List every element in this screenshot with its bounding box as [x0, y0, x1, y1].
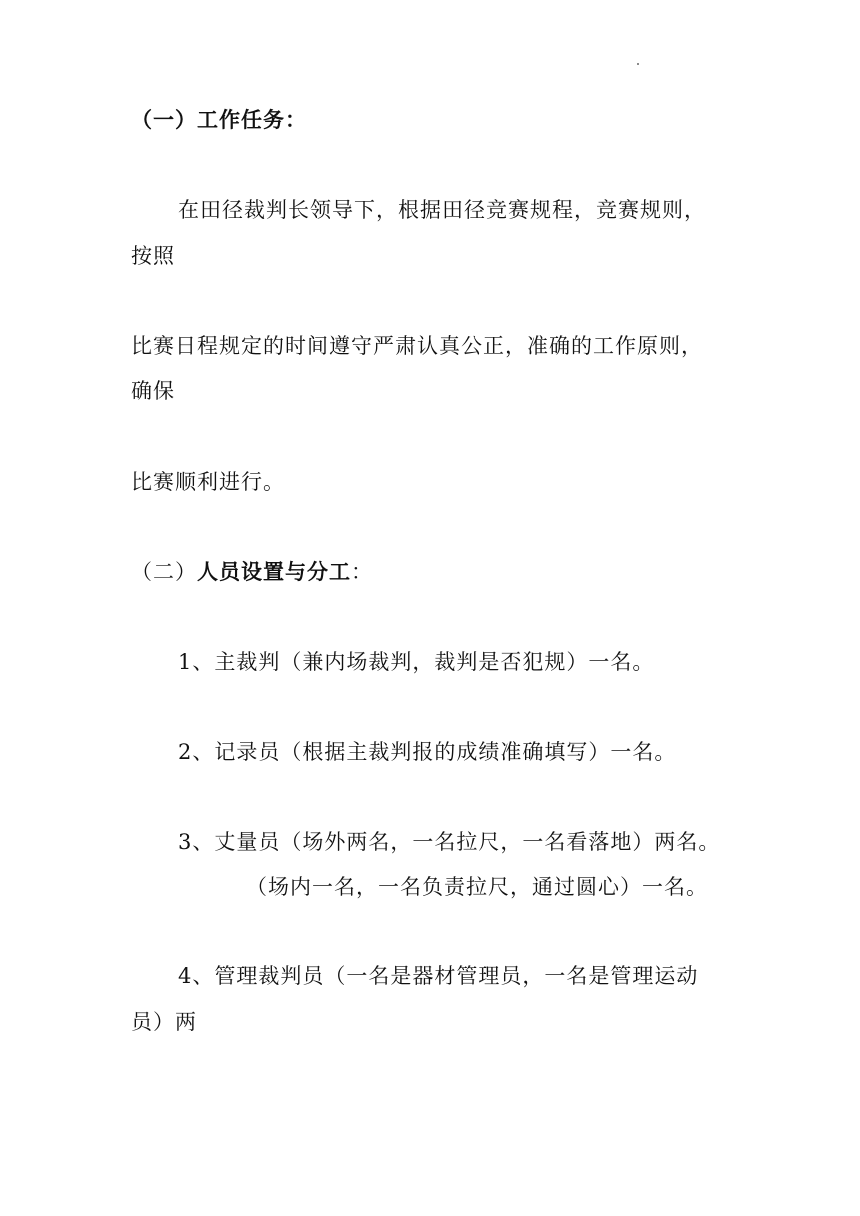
section-2-heading-text: 人员设置与分工: [197, 559, 351, 584]
section-2-heading: [131, 559, 373, 585]
section-2-item-4: 4、管理裁判员（一名是器材管理员，一名是管理运动: [178, 964, 699, 988]
section-2-heading-prefix: （二）: [131, 560, 197, 584]
section-1-line-5: 比赛顺利进行。: [131, 470, 285, 494]
section-1-line-3: 比赛日程规定的时间遵守严肃认真公正，准确的工作原则，: [131, 334, 703, 358]
section-1-line-4: 确保: [131, 379, 175, 403]
section-2-heading-suffix: ：: [351, 560, 373, 584]
section-2-item-3: 3、丈量员（场外两名，一名拉尺，一名看落地）两名。: [178, 830, 721, 854]
section-1-line-2: 按照: [131, 244, 175, 268]
section-1-line-1: 在田径裁判长领导下，根据田径竞赛规程，竞赛规则，: [178, 198, 706, 222]
page-mark: [637, 63, 639, 65]
section-2-item-2: 2、记录员（根据主裁判报的成绩准确填写）一名。: [178, 740, 677, 764]
section-2-item-3-continued: （场内一名，一名负责拉尺，通过圆心）一名。: [246, 875, 708, 899]
section-2-item-1: 1、主裁判（兼内场裁判，裁判是否犯规）一名。: [178, 650, 655, 674]
section-2-item-4-continued: 员）两: [131, 1010, 197, 1034]
section-1-heading: （一）工作任务：: [131, 107, 307, 132]
